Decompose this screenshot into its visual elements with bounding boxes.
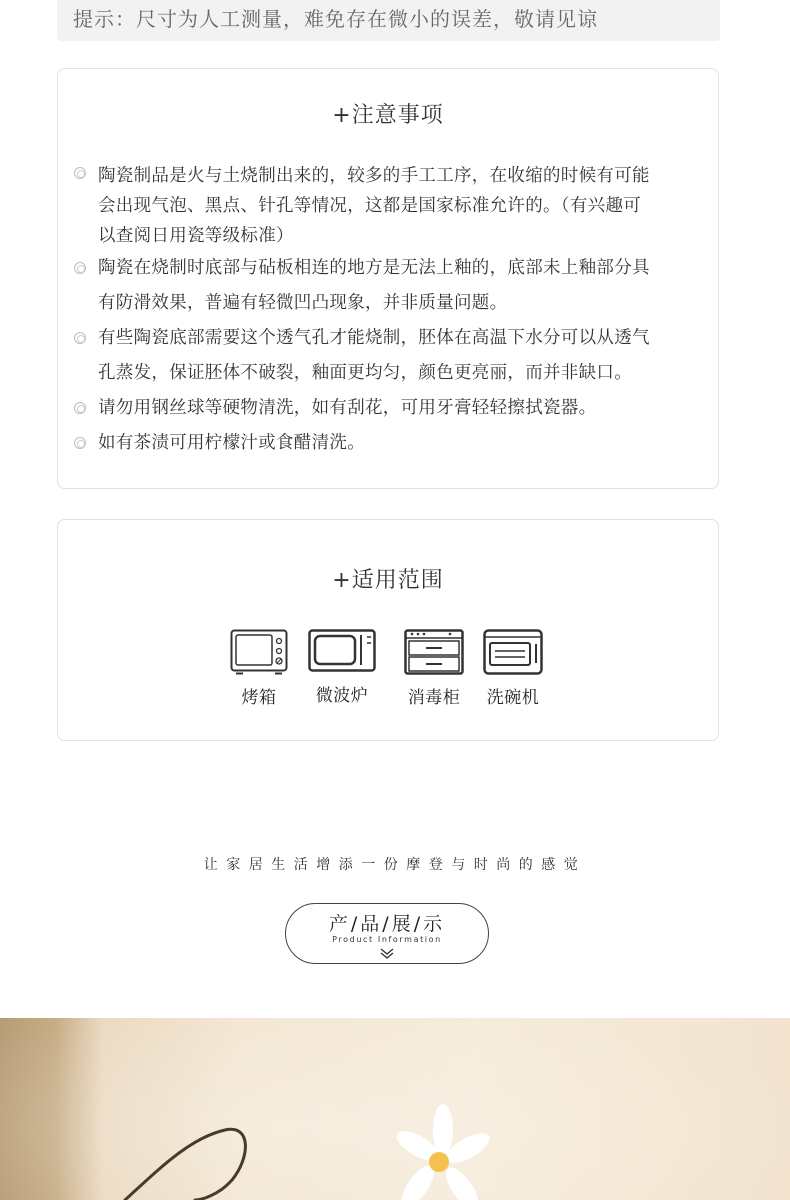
dishwasher-icon	[483, 629, 543, 675]
note-line: 陶瓷制品是火与土烧制出来的，较多的手工工序，在收缩的时候有可能	[98, 166, 650, 186]
showcase-subtitle: Product Information	[332, 935, 442, 944]
list-item	[72, 161, 702, 251]
note-line: 以查阅日用瓷等级标准）	[98, 226, 294, 246]
list-item	[72, 426, 702, 461]
appliance-label: 洗碗机	[486, 688, 540, 708]
list-item	[72, 251, 702, 321]
note-line: 如有茶渍可用柠檬汁或食醋清洗。	[98, 433, 365, 453]
note-line: 会出现气泡、黑点、针孔等情况，这都是国家标准允许的。（有兴趣可	[98, 196, 642, 216]
appliance-label: 烤箱	[241, 688, 277, 708]
oven-icon	[230, 629, 288, 675]
appliance-label: 消毒柜	[407, 688, 461, 708]
note-line: 请勿用钢丝球等硬物清洗，如有刮花，可用牙膏轻轻擦拭瓷器。	[98, 398, 597, 418]
sterilizer-icon	[404, 629, 464, 675]
circle-bullet-icon	[74, 332, 86, 344]
slogan-text: 让家居生活增添一份摩登与时尚的感觉	[203, 857, 587, 873]
notes-card	[57, 68, 719, 489]
circle-bullet-icon	[74, 167, 86, 179]
circle-bullet-icon	[74, 402, 86, 414]
scope-card	[57, 519, 719, 741]
microwave-icon	[308, 629, 376, 673]
notes-list	[72, 161, 702, 461]
circle-bullet-icon	[74, 437, 86, 449]
appliance-sterilizer	[394, 629, 474, 708]
circle-bullet-icon	[74, 262, 86, 274]
notes-title: +注意事项	[332, 103, 444, 128]
appliance-oven	[219, 629, 299, 708]
appliance-microwave	[302, 629, 382, 706]
double-chevron-down-icon	[379, 948, 395, 960]
note-line: 陶瓷在烧制时底部与砧板相连的地方是无法上釉的，底部未上釉部分具	[98, 258, 650, 278]
list-item	[72, 391, 702, 426]
showcase-title: 产/品/展/示	[328, 913, 446, 935]
note-line: 孔蒸发，保证胚体不破裂，釉面更均匀，颜色更亮丽，而并非缺口。	[98, 363, 632, 383]
product-showcase-badge	[285, 903, 489, 964]
product-photo-illustration	[0, 1018, 790, 1200]
appliance-label: 微波炉	[315, 686, 369, 706]
size-tip-bar: 提示：尺寸为人工测量，难免存在微小的误差，敬请见谅	[57, 0, 720, 41]
note-line: 有防滑效果，普遍有轻微凹凸现象，并非质量问题。	[98, 293, 508, 313]
product-photo	[0, 1018, 790, 1200]
appliance-dishwasher	[473, 629, 553, 708]
note-line: 有些陶瓷底部需要这个透气孔才能烧制，胚体在高温下水分可以从透气	[98, 328, 650, 348]
scope-title: +适用范围	[332, 568, 444, 593]
list-item	[72, 321, 702, 391]
